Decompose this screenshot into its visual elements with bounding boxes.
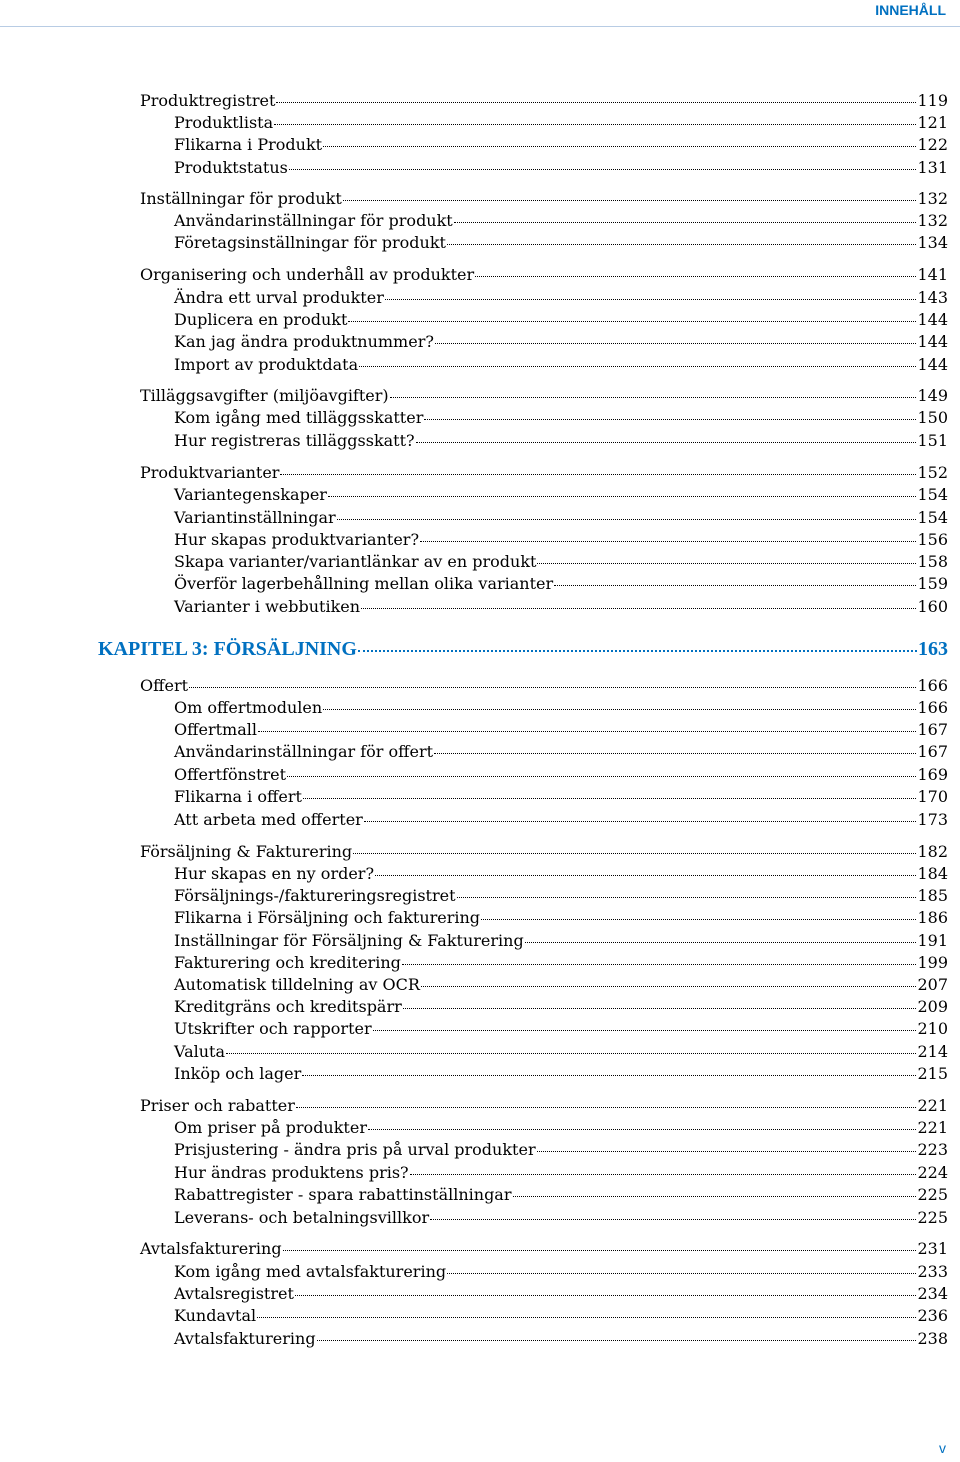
toc-entry-title: Valuta [174, 1042, 226, 1061]
toc-entry-page: 166 [917, 698, 948, 717]
dot-leader [364, 821, 917, 822]
dot-leader [337, 519, 917, 520]
toc-entry[interactable] [140, 842, 948, 861]
toc-entry[interactable] [174, 953, 948, 972]
dot-leader [296, 1107, 917, 1108]
dot-leader [447, 1273, 916, 1274]
toc-entry-page: 236 [917, 1306, 948, 1325]
toc-entry[interactable] [174, 113, 948, 132]
toc-entry[interactable] [174, 431, 948, 450]
toc-entry-page: 143 [917, 288, 948, 307]
dot-leader [353, 853, 916, 854]
toc-entry-page: 224 [917, 1163, 948, 1182]
dot-leader [424, 419, 916, 420]
toc-entry-page: 152 [917, 463, 948, 482]
toc-entry-page: 141 [917, 265, 948, 284]
toc-entry[interactable] [174, 211, 948, 230]
toc-entry-page: 214 [917, 1042, 948, 1061]
toc-entry-page: 151 [917, 431, 948, 450]
toc-entry-page: 199 [917, 953, 948, 972]
toc-entry-title: Produktregistret [140, 91, 276, 110]
toc-entry-title: Varianter i webbutiken [174, 597, 361, 616]
toc-entry-page: 225 [917, 1208, 948, 1227]
toc-entry-page: 234 [917, 1284, 948, 1303]
dot-leader [421, 986, 917, 987]
dot-leader [302, 1075, 916, 1076]
toc-entry-title: Kreditgräns och kreditspärr [174, 997, 402, 1016]
toc-entry[interactable] [174, 135, 948, 154]
toc-entry[interactable] [174, 1118, 948, 1137]
toc-entry[interactable] [174, 233, 948, 252]
toc-entry[interactable] [174, 975, 948, 994]
toc-entry-title: Kom igång med tilläggsskatter [174, 408, 424, 427]
dot-leader [368, 1129, 916, 1130]
dot-leader [416, 442, 917, 443]
dot-leader [390, 397, 917, 398]
toc-entry[interactable] [174, 574, 948, 593]
toc-entry[interactable] [174, 1185, 948, 1204]
dot-leader [537, 1151, 917, 1152]
dot-leader [481, 919, 916, 920]
toc-entry-page: 121 [917, 113, 948, 132]
toc-entry[interactable] [174, 908, 948, 927]
dot-leader [328, 496, 917, 497]
dot-leader [303, 798, 917, 799]
toc-entry-title: KAPITEL 3: FÖRSÄLJNING [98, 638, 357, 660]
dot-leader [226, 1053, 916, 1054]
toc-entry[interactable] [140, 386, 948, 405]
dot-leader [375, 875, 916, 876]
toc-entry-title: Hur ändras produktens pris? [174, 1163, 409, 1182]
toc-entry[interactable] [174, 931, 948, 950]
dot-leader [454, 222, 917, 223]
toc-entry-title: Försäljning & Fakturering [140, 842, 353, 861]
toc-entry-page: 233 [917, 1262, 948, 1281]
toc-entry[interactable] [174, 886, 948, 905]
toc-entry-page: 159 [917, 574, 948, 593]
toc-entry[interactable] [174, 508, 948, 527]
dot-leader [447, 244, 916, 245]
dot-leader [434, 753, 916, 754]
section-header: INNEHÅLL [875, 2, 946, 18]
toc-entry[interactable] [174, 1019, 948, 1038]
toc-entry-page: 119 [917, 91, 948, 110]
toc-entry-page: 231 [917, 1239, 948, 1258]
toc-entry-page: 144 [917, 355, 948, 374]
toc-entry[interactable] [174, 408, 948, 427]
toc-entry[interactable] [174, 1329, 948, 1348]
dot-leader [554, 585, 916, 586]
toc-entry[interactable] [140, 463, 948, 482]
toc-entry[interactable] [140, 265, 948, 284]
toc-entry[interactable] [174, 787, 948, 806]
toc-entry-title: Ändra ett urval produkter [174, 288, 384, 307]
toc-entry[interactable] [174, 288, 948, 307]
toc-entry[interactable] [174, 1042, 948, 1061]
toc-entry-title: Avtalsfakturering [140, 1239, 282, 1258]
toc-entry[interactable] [140, 189, 948, 208]
toc-entry-title: Hur skapas en ny order? [174, 864, 375, 883]
toc-entry-title: Skapa varianter/variantlänkar av en produkt [174, 552, 537, 571]
toc-entry-page: 166 [917, 676, 948, 695]
dot-leader [435, 343, 917, 344]
toc-entry-page: 160 [917, 597, 948, 616]
toc-entry[interactable] [174, 1140, 948, 1159]
toc-entry[interactable] [174, 1163, 948, 1182]
dot-leader [295, 1295, 917, 1296]
toc-entry-title: Offertmall [174, 720, 257, 739]
toc-entry-title: Kan jag ändra produktnummer? [174, 332, 434, 351]
toc-entry-page: 221 [917, 1118, 948, 1137]
toc-entry-page: 184 [917, 864, 948, 883]
dot-leader [317, 1340, 917, 1341]
toc-entry-title: Användarinställningar för produkt [174, 211, 453, 230]
dot-leader [525, 942, 917, 943]
toc-entry-page: 144 [917, 332, 948, 351]
toc-entry[interactable] [174, 864, 948, 883]
toc-entry-title: Flikarna i offert [174, 787, 302, 806]
toc-entry-title: Att arbeta med offerter [174, 810, 363, 829]
toc-entry[interactable] [140, 676, 948, 695]
toc-entry-title: Duplicera en produkt [174, 310, 348, 329]
toc-entry[interactable] [174, 765, 948, 784]
toc-entry[interactable] [174, 742, 948, 761]
toc-entry-title: Om offertmodulen [174, 698, 323, 717]
toc-entry-page: 223 [917, 1140, 948, 1159]
toc-entry-title: Fakturering och kreditering [174, 953, 401, 972]
toc-entry-title: Produktvarianter [140, 463, 280, 482]
toc-entry-page: 154 [917, 485, 948, 504]
dot-leader [402, 964, 917, 965]
toc-entry-page: 144 [917, 310, 948, 329]
dot-leader [276, 102, 916, 103]
toc-entry-title: Tilläggsavgifter (miljöavgifter) [140, 386, 389, 405]
toc-entry-title: Inställningar för Försäljning & Fakturering [174, 931, 524, 950]
toc-entry[interactable] [174, 597, 948, 616]
toc-entry[interactable] [140, 91, 948, 110]
toc-entry-page: 132 [917, 211, 948, 230]
dot-leader [189, 687, 916, 688]
toc-entry-page: 149 [917, 386, 948, 405]
toc-entry-title: Användarinställningar för offert [174, 742, 434, 761]
toc-entry-page: 185 [917, 886, 948, 905]
toc-entry-page: 221 [917, 1096, 948, 1115]
toc-entry-page: 122 [917, 135, 948, 154]
toc-entry-page: 207 [917, 975, 948, 994]
toc-entry[interactable] [174, 720, 948, 739]
dot-leader [348, 321, 916, 322]
toc-entry-title: Variantegenskaper [174, 485, 327, 504]
toc-entry-page: 163 [918, 638, 948, 660]
toc-entry-title: Offertfönstret [174, 765, 287, 784]
toc-entry-title: Priser och rabatter [140, 1096, 295, 1115]
toc-entry-title: Avtalsfakturering [174, 1329, 316, 1348]
dot-leader [430, 1219, 916, 1220]
dot-leader [513, 1196, 917, 1197]
toc-entry-title: Flikarna i Produkt [174, 135, 323, 154]
toc-entry-title: Variantinställningar [174, 508, 336, 527]
dot-leader [373, 1030, 917, 1031]
toc-entry[interactable] [174, 530, 948, 549]
dot-leader [359, 366, 916, 367]
toc-entry-page: 134 [917, 233, 948, 252]
dot-leader [410, 1174, 917, 1175]
dot-leader [403, 1008, 917, 1009]
toc-entry-title: Hur registreras tilläggsskatt? [174, 431, 415, 450]
dot-leader [475, 276, 916, 277]
toc-entry-page: 191 [917, 931, 948, 950]
toc-entry-page: 238 [917, 1329, 948, 1348]
toc-entry-title: Försäljnings-/faktureringsregistret [174, 886, 456, 905]
toc-entry-title: Organisering och underhåll av produkter [140, 265, 475, 284]
dot-leader [289, 169, 917, 170]
toc-entry-title: Kom igång med avtalsfakturering [174, 1262, 447, 1281]
toc-entry-title: Utskrifter och rapporter [174, 1019, 372, 1038]
dot-leader [287, 776, 916, 777]
toc-entry-page: 170 [917, 787, 948, 806]
toc-entry-title: Rabattregister - spara rabattinställningar [174, 1185, 512, 1204]
toc-entry[interactable] [174, 355, 948, 374]
toc-entry[interactable] [174, 310, 948, 329]
toc-entry-title: Inköp och lager [174, 1064, 302, 1083]
toc-entry-page: 182 [917, 842, 948, 861]
toc-entry-title: Avtalsregistret [174, 1284, 294, 1303]
toc-entry-page: 210 [917, 1019, 948, 1038]
toc-entry[interactable] [174, 810, 948, 829]
dot-leader [323, 146, 916, 147]
dot-leader [385, 299, 917, 300]
toc-entry[interactable] [174, 485, 948, 504]
toc-entry-title: Flikarna i Försäljning och fakturering [174, 908, 481, 927]
toc-entry-page: 158 [917, 552, 948, 571]
toc-entry-page: 209 [917, 997, 948, 1016]
dot-leader [323, 709, 916, 710]
toc-entry-title: Produktlista [174, 113, 274, 132]
toc-entry-title: Leverans- och betalningsvillkor [174, 1208, 430, 1227]
dot-leader [258, 731, 916, 732]
dot-leader [420, 541, 916, 542]
toc-entry[interactable] [140, 1239, 948, 1258]
dot-leader [358, 650, 917, 652]
dot-leader [257, 1317, 916, 1318]
toc-entry[interactable] [174, 1064, 948, 1083]
toc-entry-page: 225 [917, 1185, 948, 1204]
dot-leader [361, 608, 916, 609]
toc-entry-page: 150 [917, 408, 948, 427]
dot-leader [280, 474, 916, 475]
toc-entry-page: 154 [917, 508, 948, 527]
dot-leader [283, 1250, 917, 1251]
toc-entry-page: 131 [917, 158, 948, 177]
toc-entry-title: Om priser på produkter [174, 1118, 367, 1137]
toc-entry[interactable] [174, 1306, 948, 1325]
toc-entry[interactable] [174, 1284, 948, 1303]
toc-entry[interactable] [174, 332, 948, 351]
page-number: v [939, 1440, 946, 1456]
toc-entry-page: 215 [917, 1064, 948, 1083]
toc-entry-title: Prisjustering - ändra pris på urval produkter [174, 1140, 536, 1159]
dot-leader [274, 124, 916, 125]
toc-entry[interactable] [174, 1208, 948, 1227]
dot-leader [537, 563, 916, 564]
toc-entry[interactable] [174, 698, 948, 717]
toc-entry-page: 132 [917, 189, 948, 208]
toc-entry[interactable] [174, 1262, 948, 1281]
dot-leader [457, 897, 917, 898]
toc-entry-page: 169 [917, 765, 948, 784]
toc-entry-page: 173 [917, 810, 948, 829]
toc-entry-title: Produktstatus [174, 158, 288, 177]
toc-entry-title: Import av produktdata [174, 355, 359, 374]
toc-entry-title: Offert [140, 676, 189, 695]
toc-entry-page: 186 [917, 908, 948, 927]
toc-entry-title: Automatisk tilldelning av OCR [174, 975, 420, 994]
toc-entry[interactable] [140, 1096, 948, 1115]
toc-chapter-entry[interactable] [98, 638, 948, 661]
toc-entry[interactable] [174, 552, 948, 571]
toc-entry-page: 156 [917, 530, 948, 549]
dot-leader [343, 200, 917, 201]
toc-entry-title: Inställningar för produkt [140, 189, 342, 208]
toc-entry[interactable] [174, 997, 948, 1016]
toc-entry[interactable] [174, 158, 948, 177]
toc-entry-page: 167 [917, 720, 948, 739]
toc-entry-title: Överför lagerbehållning mellan olika varianter [174, 574, 554, 593]
toc-entry-title: Företagsinställningar för produkt [174, 233, 446, 252]
toc-entry-page: 167 [917, 742, 948, 761]
toc-entry-title: Hur skapas produktvarianter? [174, 530, 420, 549]
toc-entry-title: Kundavtal [174, 1306, 257, 1325]
